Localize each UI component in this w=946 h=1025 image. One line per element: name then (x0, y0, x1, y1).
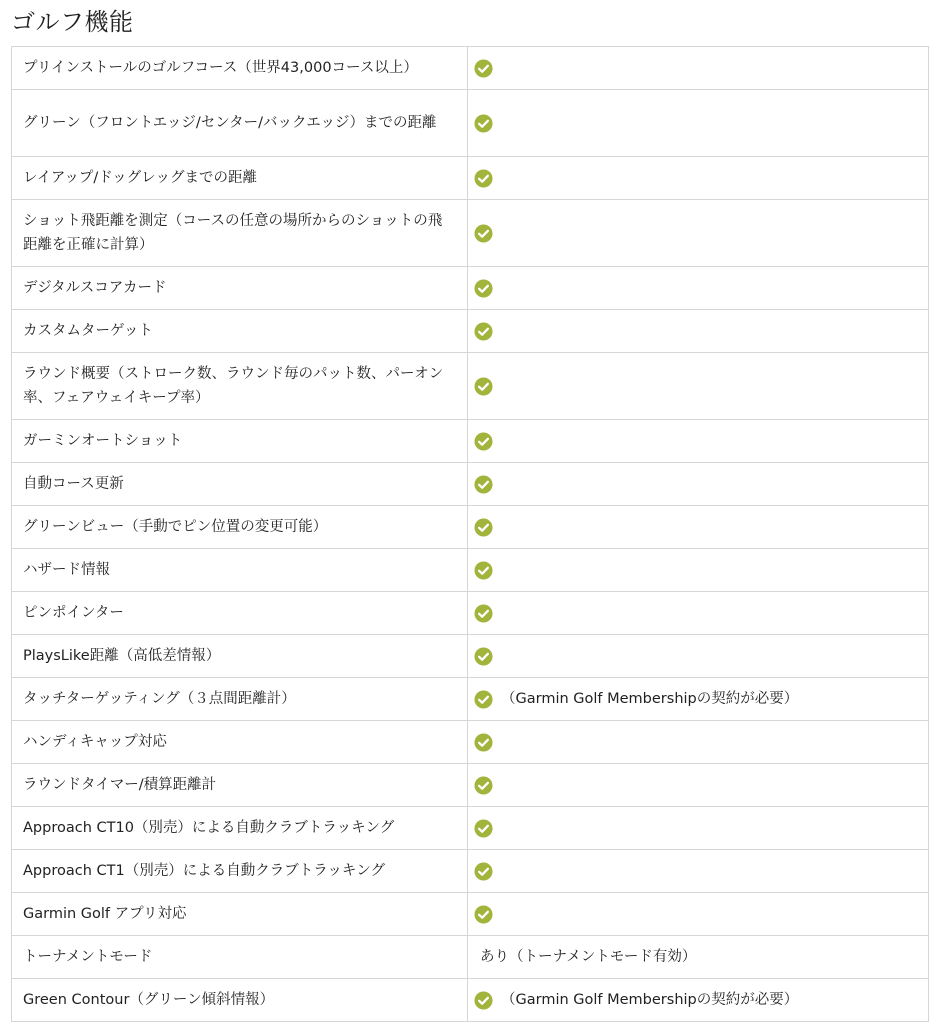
check-circle-icon (474, 776, 493, 795)
check-circle-icon (474, 561, 493, 580)
table-row (12, 353, 929, 420)
feature-name: ガーミンオートショット (12, 420, 468, 463)
check-circle-icon (474, 224, 493, 243)
feature-name: Garmin Golf アプリ対応 (12, 893, 468, 936)
feature-name: 自動コース更新 (12, 463, 468, 506)
page-title: ゴルフ機能 (11, 8, 134, 36)
feature-value (468, 764, 929, 807)
table-row (12, 90, 929, 157)
feature-value (468, 592, 929, 635)
feature-note: （Garmin Golf Membershipの契約が必要） (501, 992, 799, 1008)
feature-value (468, 979, 929, 1022)
feature-note: （Garmin Golf Membershipの契約が必要） (501, 691, 799, 707)
feature-name: ピンポインター (12, 592, 468, 635)
golf-features-table (11, 46, 929, 1022)
table-row (12, 157, 929, 200)
table-row (12, 807, 929, 850)
check-circle-icon (474, 114, 493, 133)
table-row (12, 549, 929, 592)
feature-value (468, 353, 929, 420)
feature-name: カスタムターゲット (12, 310, 468, 353)
feature-value (468, 893, 929, 936)
table-row (12, 678, 929, 721)
feature-name: ラウンド概要（ストローク数、ラウンド毎のパット数、パーオン率、フェアウェイキープ率） (12, 353, 468, 420)
check-circle-icon (474, 518, 493, 537)
feature-value (468, 635, 929, 678)
check-circle-icon (474, 169, 493, 188)
feature-value (468, 850, 929, 893)
feature-value (468, 506, 929, 549)
table-row (12, 47, 929, 90)
check-circle-icon (474, 690, 493, 709)
feature-name: デジタルスコアカード (12, 267, 468, 310)
table-row (12, 200, 929, 267)
table-row (12, 310, 929, 353)
table-row (12, 850, 929, 893)
feature-value (468, 420, 929, 463)
check-circle-icon (474, 432, 493, 451)
feature-value (468, 90, 929, 157)
table-row (12, 420, 929, 463)
feature-value (468, 549, 929, 592)
feature-value (468, 310, 929, 353)
feature-name: ショット飛距離を測定（コースの任意の場所からのショットの飛距離を正確に計算） (12, 200, 468, 267)
feature-value (468, 463, 929, 506)
table-row (12, 893, 929, 936)
feature-name: Green Contour（グリーン傾斜情報） (12, 979, 468, 1022)
feature-name: レイアップ/ドッグレッグまでの距離 (12, 157, 468, 200)
check-circle-icon (474, 604, 493, 623)
check-circle-icon (474, 279, 493, 298)
feature-value (468, 47, 929, 90)
feature-name: ハンディキャップ対応 (12, 721, 468, 764)
table-row (12, 506, 929, 549)
feature-name: プリインストールのゴルフコース（世界43,000コース以上） (12, 47, 468, 90)
feature-value (468, 267, 929, 310)
table-row (12, 635, 929, 678)
feature-name: グリーン（フロントエッジ/センター/バックエッジ）までの距離 (12, 90, 468, 157)
feature-name: Approach CT10（別売）による自動クラブトラッキング (12, 807, 468, 850)
feature-value (468, 807, 929, 850)
feature-value (468, 157, 929, 200)
feature-name: ハザード情報 (12, 549, 468, 592)
feature-value (468, 200, 929, 267)
feature-name: ラウンドタイマー/積算距離計 (12, 764, 468, 807)
check-circle-icon (474, 475, 493, 494)
feature-name: Approach CT1（別売）による自動クラブトラッキング (12, 850, 468, 893)
check-circle-icon (474, 991, 493, 1010)
table-row (12, 936, 929, 979)
table-row (12, 267, 929, 310)
feature-name: グリーンビュー（手動でピン位置の変更可能） (12, 506, 468, 549)
feature-value (468, 678, 929, 721)
check-circle-icon (474, 905, 493, 924)
check-circle-icon (474, 322, 493, 341)
feature-value (468, 936, 929, 979)
check-circle-icon (474, 819, 493, 838)
table-row (12, 979, 929, 1022)
check-circle-icon (474, 647, 493, 666)
table-row (12, 463, 929, 506)
feature-name: トーナメントモード (12, 936, 468, 979)
check-circle-icon (474, 733, 493, 752)
table-row (12, 764, 929, 807)
check-circle-icon (474, 377, 493, 396)
check-circle-icon (474, 862, 493, 881)
feature-name: タッチターゲッティング（３点間距離計） (12, 678, 468, 721)
check-circle-icon (474, 59, 493, 78)
feature-value (468, 721, 929, 764)
feature-note: あり（トーナメントモード有効） (480, 949, 697, 965)
table-row (12, 721, 929, 764)
table-row (12, 592, 929, 635)
feature-name: PlaysLike距離（高低差情報） (12, 635, 468, 678)
